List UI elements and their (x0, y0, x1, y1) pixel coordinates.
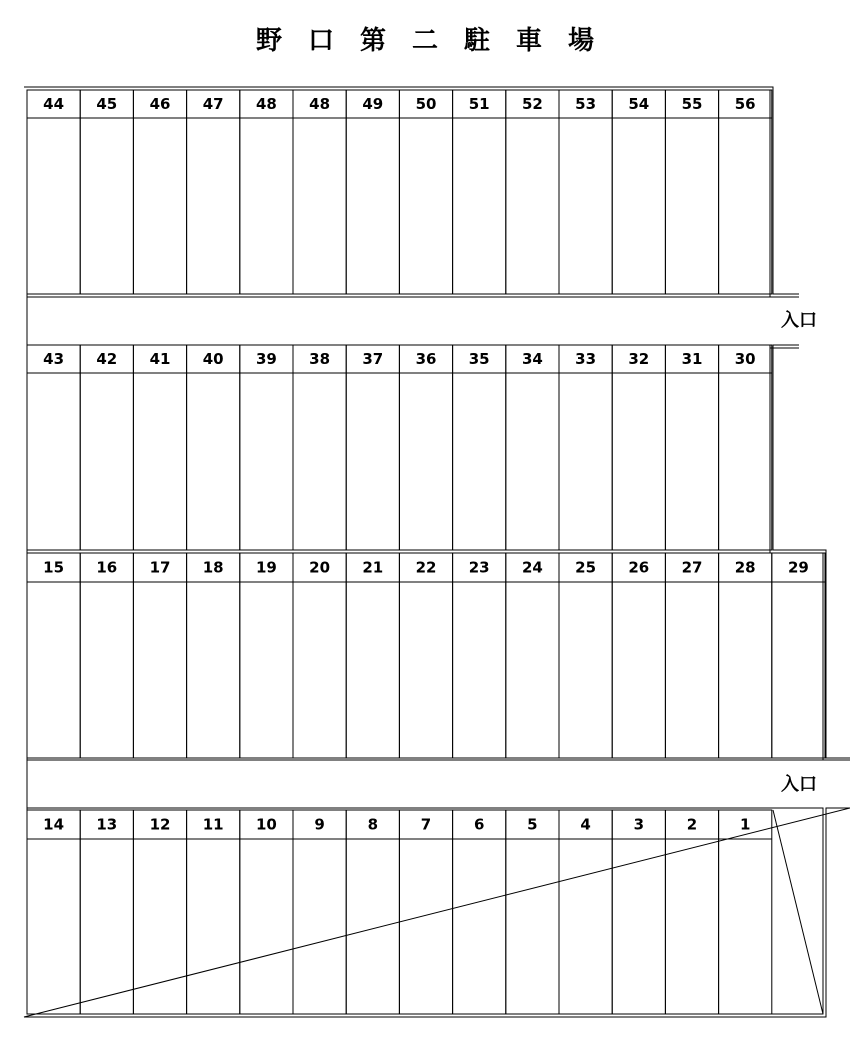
parking-stall (27, 810, 80, 1014)
stall-number: 42 (96, 350, 118, 368)
stall-number: 46 (149, 95, 171, 113)
stall-number: 48 (309, 95, 331, 113)
parking-stall (80, 90, 133, 294)
stall-number: 26 (628, 558, 650, 577)
parking-stall (27, 345, 80, 550)
parking-stall (665, 810, 718, 1014)
parking-stall (293, 345, 346, 550)
stall-number: 2 (686, 815, 698, 834)
stall-number: 22 (415, 558, 437, 577)
title-char: 場 (568, 26, 595, 56)
parking-stall (453, 345, 506, 550)
stall-number: 36 (415, 350, 437, 368)
parking-stall (240, 553, 293, 758)
parking-stall (346, 553, 399, 758)
stall-number: 45 (96, 95, 118, 113)
stall-number: 28 (734, 558, 756, 577)
parking-stall (506, 810, 559, 1014)
parking-stall (559, 810, 612, 1014)
stall-number: 21 (362, 558, 384, 577)
parking-stall (612, 553, 665, 758)
parking-stall (133, 810, 186, 1014)
stall-number: 14 (43, 815, 65, 834)
parking-stall (346, 90, 399, 294)
stall-number: 24 (521, 558, 543, 577)
stall-number: 56 (734, 95, 756, 113)
stall-number: 51 (468, 95, 490, 113)
stall-number: 49 (362, 95, 384, 113)
parking-stall (453, 810, 506, 1014)
title-char: 第 (359, 26, 386, 56)
parking-stall (27, 90, 80, 294)
title-char: 二 (411, 26, 438, 56)
stall-number: 37 (362, 350, 384, 368)
parking-stall (293, 810, 346, 1014)
stall-number: 30 (734, 350, 756, 368)
lot-boundary (24, 87, 850, 1017)
stall-number: 38 (309, 350, 331, 368)
stall-number: 40 (202, 350, 224, 368)
stall-number: 8 (367, 815, 379, 834)
parking-stall (27, 553, 80, 758)
stall-number: 27 (681, 558, 703, 577)
stall-number: 15 (43, 558, 65, 577)
title-char: 駐 (464, 26, 491, 56)
parking-stall (187, 345, 240, 550)
stall-number: 33 (575, 350, 597, 368)
stall-number: 20 (309, 558, 331, 577)
stall-number: 3 (633, 815, 645, 834)
parking-stall (612, 90, 665, 294)
parking-stall (399, 90, 452, 294)
parking-stall (665, 345, 718, 550)
parking-stall (187, 90, 240, 294)
stall-number: 47 (202, 95, 224, 113)
stall-number: 53 (575, 95, 597, 113)
parking-stall (453, 90, 506, 294)
stall-number: 29 (787, 558, 809, 577)
stall-number: 44 (43, 95, 65, 113)
parking-stall (665, 553, 718, 758)
parking-stall (346, 810, 399, 1014)
parking-stall (506, 553, 559, 758)
parking-stall (133, 553, 186, 758)
stall-number: 1 (739, 815, 751, 834)
stall-number: 10 (255, 815, 277, 834)
parking-stall (240, 345, 293, 550)
stall-number: 43 (43, 350, 65, 368)
parking-stall (399, 810, 452, 1014)
stall-number: 17 (149, 558, 171, 577)
stall-number: 41 (149, 350, 171, 368)
stall-number: 23 (468, 558, 490, 577)
stall-number: 35 (468, 350, 490, 368)
parking-stall (346, 345, 399, 550)
stall-number: 31 (681, 350, 703, 368)
parking-stall (719, 810, 772, 1014)
stall-number: 12 (149, 815, 171, 834)
parking-stall (399, 553, 452, 758)
stall-number: 6 (473, 815, 485, 834)
parking-stall (399, 345, 452, 550)
parking-stall (133, 345, 186, 550)
stall-number: 9 (314, 815, 325, 834)
parking-stall (772, 553, 825, 758)
parking-stall (612, 810, 665, 1014)
stall-number: 32 (628, 350, 650, 368)
parking-stall (187, 553, 240, 758)
parking-stall (80, 810, 133, 1014)
stall-number: 48 (255, 95, 277, 113)
parking-stall (559, 553, 612, 758)
title-char: 口 (307, 26, 334, 56)
stall-number: 13 (96, 815, 118, 834)
stall-number: 19 (255, 558, 277, 577)
entrance-label-upper: 入口 (781, 310, 817, 331)
stall-number: 52 (521, 95, 543, 113)
parking-stall (240, 90, 293, 294)
stall-number: 39 (255, 350, 277, 368)
parking-stall (293, 553, 346, 758)
parking-stall (612, 345, 665, 550)
parking-stall (240, 810, 293, 1014)
stall-number: 34 (521, 350, 543, 368)
parking-stall (453, 553, 506, 758)
parking-stall (559, 90, 612, 294)
title-char: 野 (255, 26, 282, 56)
parking-stall (80, 345, 133, 550)
stall-number: 11 (202, 815, 224, 834)
stall-number: 55 (681, 95, 703, 113)
stall-number: 54 (628, 95, 650, 113)
parking-stall (293, 90, 346, 294)
stall-number: 25 (575, 558, 597, 577)
parking-stall (719, 90, 772, 294)
parking-stall (719, 553, 772, 758)
parking-stall (719, 345, 772, 550)
parking-stall (665, 90, 718, 294)
parking-stall (80, 553, 133, 758)
stall-number: 16 (96, 558, 118, 577)
stall-number: 5 (527, 815, 538, 834)
title-char: 車 (516, 26, 543, 56)
parking-stall (559, 345, 612, 550)
stall-number: 7 (420, 815, 432, 834)
stall-number: 50 (415, 95, 437, 113)
parking-stall (133, 90, 186, 294)
parking-stall (506, 90, 559, 294)
stall-number: 4 (580, 815, 591, 834)
stall-number: 18 (202, 558, 224, 577)
entrance-label-lower: 入口 (781, 774, 817, 795)
parking-stall (187, 810, 240, 1014)
parking-stall (506, 345, 559, 550)
